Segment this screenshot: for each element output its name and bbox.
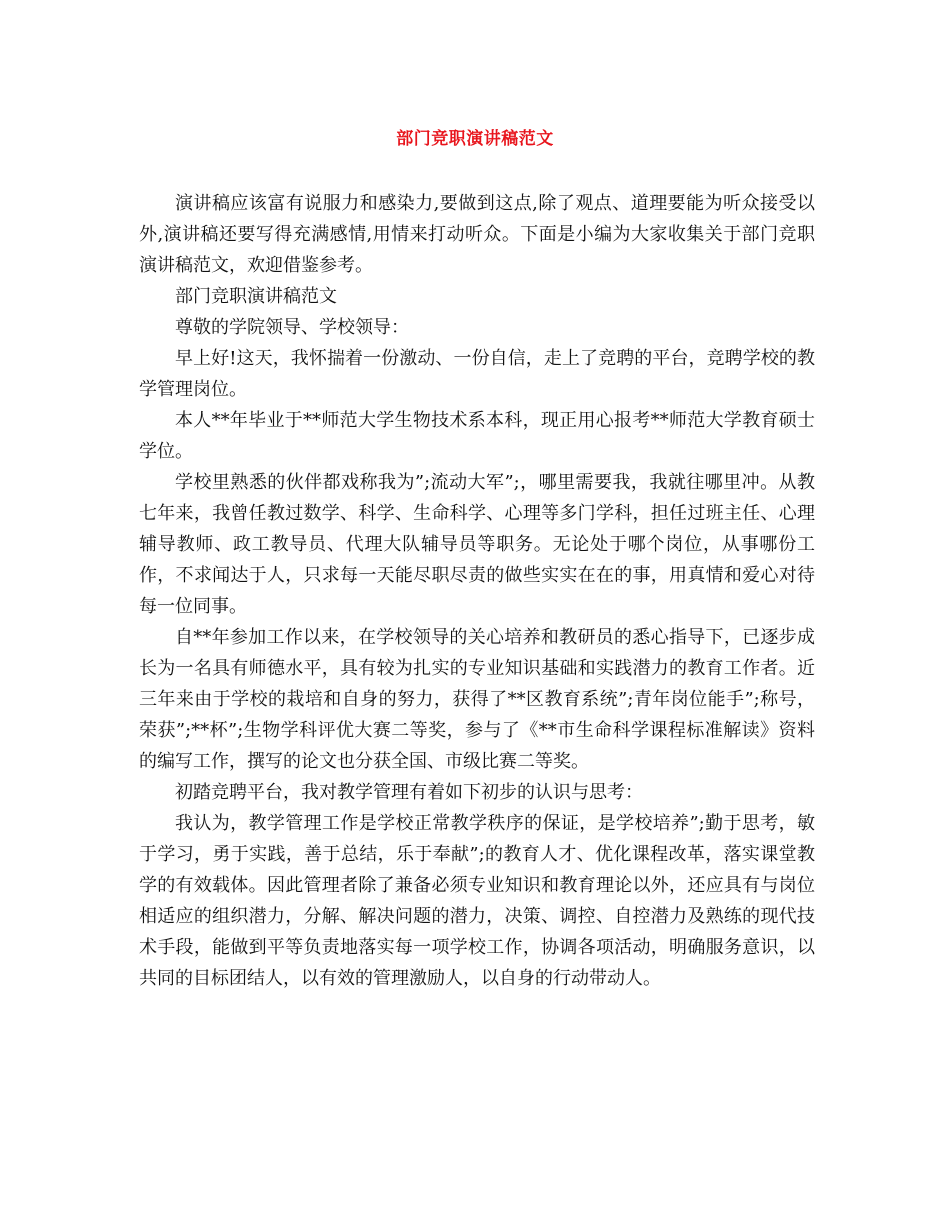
paragraph-achievements: 自**年参加工作以来，在学校领导的关心培养和教研员的悉心指导下，已逐步成长为一名具有师德水平，具有较为扎实的专业知识基础和实践潜力的教育工作者。近三年来由于学校的栽培和自身的努力，获得了**区教育系统”;青年岗位能手”;称号，荣获”;**杯”;生物学科评优大赛二等奖，参与了《**市生命科学课程标准解读》资料的编写工作，撰写的论文也分获全国、市级比赛二等奖。: [139, 627, 815, 772]
paragraph-background: 本人**年毕业于**师范大学生物技术系本科，现正用心报考**师范大学教育硕士学位。: [139, 410, 815, 462]
paragraph-experience: 学校里熟悉的伙伴都戏称我为”;流动大军”;，哪里需要我，我就往哪里冲。从教七年来，我曾任教过数学、科学、生命科学、心理等多门学科，担任过班主任、心理辅导教师、政工教导员、代理大队辅导员等职务。无论处于哪个岗位，从事哪份工作，不求闻达于人，只求每一天能尽职尽责的做些实实在在的事，用真情和爱心对待每一位同事。: [139, 472, 815, 617]
paragraph-salutation: 尊敬的学院领导、学校领导：: [175, 317, 409, 338]
paragraph-heading: 部门竞职演讲稿范文: [175, 286, 337, 307]
paragraph-view: 我认为，教学管理工作是学校正常教学秩序的保证，是学校培养”;勤于思考，敏于学习，勇于实践，善于总结，乐于奉献”;的教育人才、优化课程改革，落实课堂教学的有效载体。因此管理者除了兼备必须专业知识和教育理论以外，还应具有与岗位相适应的组织潜力，分解、解决问题的潜力，决策、调控、自控潜力及熟练的现代技术手段，能做到平等负责地落实每一项学校工作，协调各项活动，明确服务意识，以共同的目标团结人，以有效的管理激励人，以自身的行动带动人。: [139, 813, 815, 989]
paragraph-intro: 演讲稿应该富有说服力和感染力,要做到这点,除了观点、道理要能为听众接受以外,演讲稿还要写得充满感情,用情来打动听众。下面是小编为大家收集关于部门竞职演讲稿范文，欢迎借鉴参考。: [139, 193, 815, 276]
document-body: [139, 188, 815, 994]
paragraph-transition: 初踏竞聘平台，我对教学管理有着如下初步的认识与思考：: [175, 782, 643, 803]
paragraph-greeting: 早上好!这天，我怀揣着一份激动、一份自信，走上了竞聘的平台，竞聘学校的教学管理岗位。: [139, 348, 815, 400]
document-title: 部门竞职演讲稿范文: [396, 129, 554, 149]
